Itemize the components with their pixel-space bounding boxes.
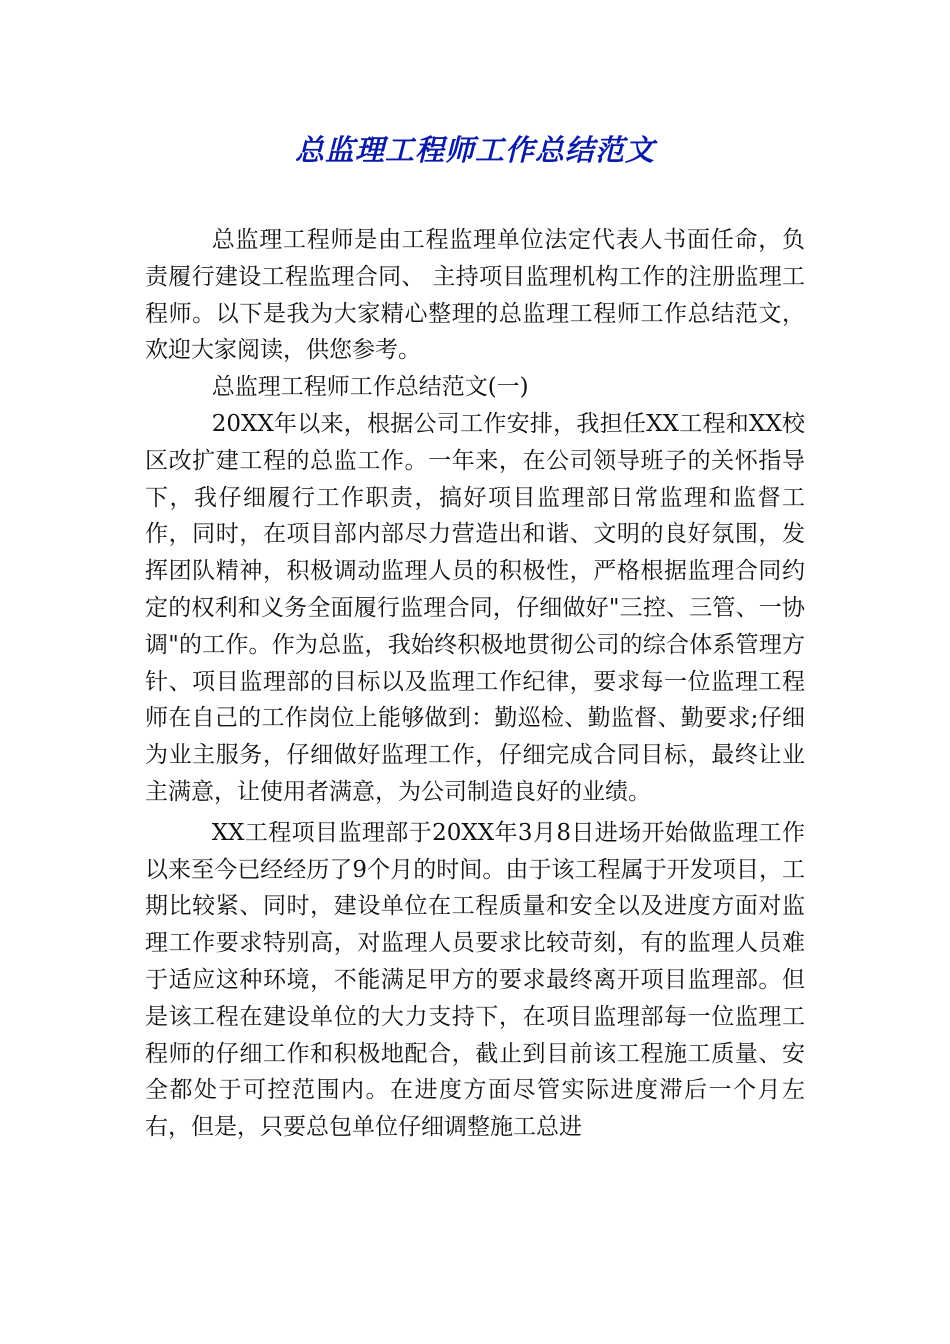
intro-paragraph: 总监理工程师是由工程监理单位法定代表人书面任命，负责履行建设工程监理合同、 主持项目监理机构工作的注册监理工程师。以下是我为大家精心整理的总监理工程师工作总结范文，欢迎大家阅读，供您参考。 [145, 227, 805, 364]
body-paragraph-2: XX工程项目监理部于20XX年3月8日进场开始做监理工作以来至今已经经历了9个月的时间。由于该工程属于开发项目，工期比较紧、同时，建设单位在工程质量和安全以及进度方面对监理工作要求特别高，对监理人员要求比较苛刻，有的监理人员难于适应这种环境，不能满足甲方的要求最终离开项目监理部。但是该工程在建设单位的大力支持下，在项目监理部每一位监理工程师的仔细工作和积极地配合，截止到目前该工程施工质量、安全都处于可控范围内。在进度方面尽管实际进度滞后一个月左右，但是，只要总包单位仔细调整施工总进 [145, 819, 805, 1141]
document-body [145, 222, 805, 1146]
document-title: 总监理工程师工作总结范文 [294, 133, 655, 167]
body-paragraph-1: 20XX年以来，根据公司工作安排，我担任XX工程和XX校区改扩建工程的总监工作。一年来，在公司领导班子的关怀指导下，我仔细履行工作职责，搞好项目监理部日常监理和监督工作，同时，在项目部内部尽力营造出和谐、文明的良好氛围，发挥团队精神，积极调动监理人员的积极性，严格根据监理合同约定的权利和义务全面履行监理合同，仔细做好"三控、三管、一协调"的工作。作为总监，我始终积极地贯彻公司的综合体系管理方针、项目监理部的目标以及监理工作纪律，要求每一位监理工程师在自己的工作岗位上能够做到：勤巡检、勤监督、勤要求;仔细为业主服务，仔细做好监理工作，仔细完成合同目标，最终让业主满意，让使用者满意，为公司制造良好的业绩。 [145, 410, 805, 805]
section-heading: 总监理工程师工作总结范文(一) [211, 374, 529, 401]
